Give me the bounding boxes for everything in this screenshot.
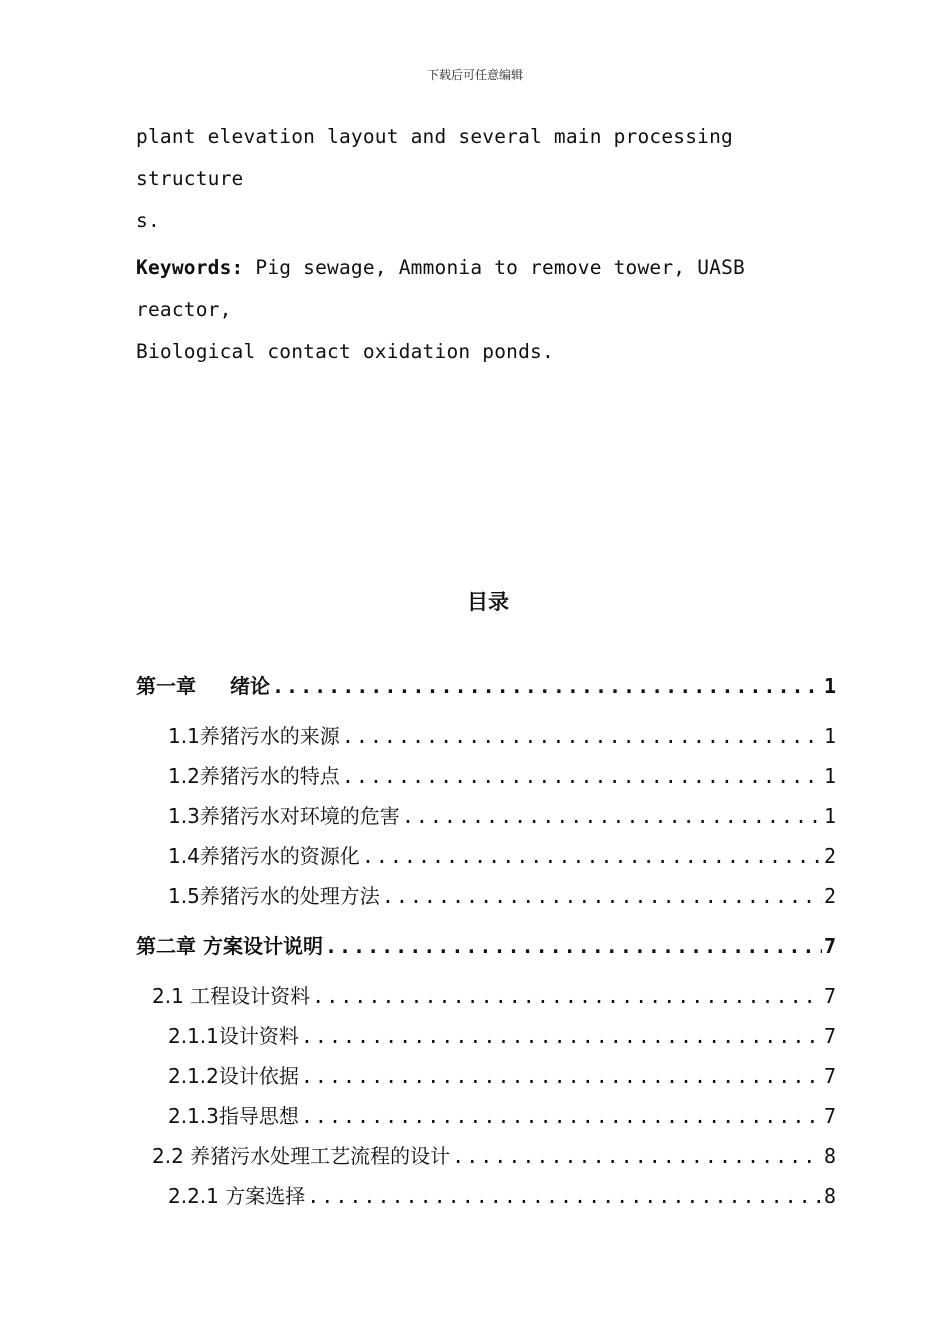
- toc-page-number: 2: [823, 844, 836, 868]
- toc-page-number: 1: [823, 674, 836, 698]
- toc-leader-dots: [452, 1144, 822, 1168]
- toc-page-number: 7: [823, 934, 836, 958]
- toc-entry-label: 绪论: [230, 674, 270, 698]
- toc-entry[interactable]: [168, 800, 836, 832]
- keywords-label: Keywords:: [136, 256, 244, 279]
- toc-entry-label: 2.1.2设计依据: [168, 1064, 299, 1088]
- abstract-text: [136, 116, 836, 242]
- toc-page-number: 1: [823, 764, 836, 788]
- toc-entry-label: 2.2.1 方案选择: [168, 1184, 306, 1208]
- toc-leader-dots: [301, 1064, 822, 1088]
- toc-leader-dots: [307, 1184, 822, 1208]
- abstract-line-2: s.: [136, 209, 160, 232]
- toc-entry[interactable]: [168, 1060, 836, 1092]
- toc-page-number: 7: [823, 1064, 836, 1088]
- toc-chapter-prefix: 第一章: [136, 674, 196, 698]
- toc-page-number: 8: [823, 1184, 836, 1208]
- toc-leader-dots: [382, 884, 822, 908]
- toc-leader-dots: [301, 1024, 822, 1048]
- toc-entry[interactable]: [152, 1140, 836, 1172]
- keywords-paragraph: [136, 247, 836, 373]
- toc-entry[interactable]: [136, 930, 836, 962]
- toc-entry-label: 2.1.3指导思想: [168, 1104, 299, 1128]
- toc-entry[interactable]: [168, 840, 836, 872]
- toc-page-number: 1: [823, 724, 836, 748]
- toc-entry-label: 1.1养猪污水的来源: [168, 724, 340, 748]
- toc-leader-dots: [342, 724, 822, 748]
- toc-entry[interactable]: [168, 720, 836, 752]
- toc-entry[interactable]: [168, 1180, 836, 1212]
- keywords-line-1: Pig sewage, Ammonia to remove tower, UASB reactor,: [136, 256, 757, 321]
- toc-page-number: 7: [823, 1024, 836, 1048]
- toc-entry-label: 1.5养猪污水的处理方法: [168, 884, 380, 908]
- toc-leader-dots: [325, 934, 822, 958]
- keywords-line-2: Biological contact oxidation ponds.: [136, 340, 554, 363]
- toc-entry-label: 1.4养猪污水的资源化: [168, 844, 360, 868]
- toc-entry[interactable]: [168, 880, 836, 912]
- toc-leader-dots: [272, 674, 822, 698]
- toc-leader-dots: [402, 804, 822, 828]
- toc-leader-dots: [301, 1104, 822, 1128]
- toc-entry[interactable]: [136, 670, 836, 702]
- toc-entry-label: 1.2养猪污水的特点: [168, 764, 340, 788]
- toc-title: 目录: [467, 590, 509, 614]
- toc-leader-dots: [342, 764, 822, 788]
- toc-entry[interactable]: [152, 980, 836, 1012]
- toc-entry-label: 第二章 方案设计说明: [136, 934, 323, 958]
- toc-page-number: 1: [823, 804, 836, 828]
- toc-entry[interactable]: [168, 1100, 836, 1132]
- toc-leader-dots: [312, 984, 822, 1008]
- toc-page-number: 2: [823, 884, 836, 908]
- toc-entry-label: 1.3养猪污水对环境的危害: [168, 804, 400, 828]
- toc-leader-dots: [362, 844, 822, 868]
- toc-entry[interactable]: [168, 760, 836, 792]
- page-header: 下载后可任意编辑: [426, 68, 523, 82]
- toc-entry-label: 2.1 工程设计资料: [152, 984, 311, 1008]
- abstract-line-1: plant elevation layout and several main processing structure: [136, 125, 745, 190]
- toc-entry[interactable]: [168, 1020, 836, 1052]
- toc-entry-label: 2.1.1设计资料: [168, 1024, 299, 1048]
- toc-page-number: 7: [823, 1104, 836, 1128]
- toc-page-number: 8: [823, 1144, 836, 1168]
- toc-entry-label: 2.2 养猪污水处理工艺流程的设计: [152, 1144, 451, 1168]
- toc-page-number: 7: [823, 984, 836, 1008]
